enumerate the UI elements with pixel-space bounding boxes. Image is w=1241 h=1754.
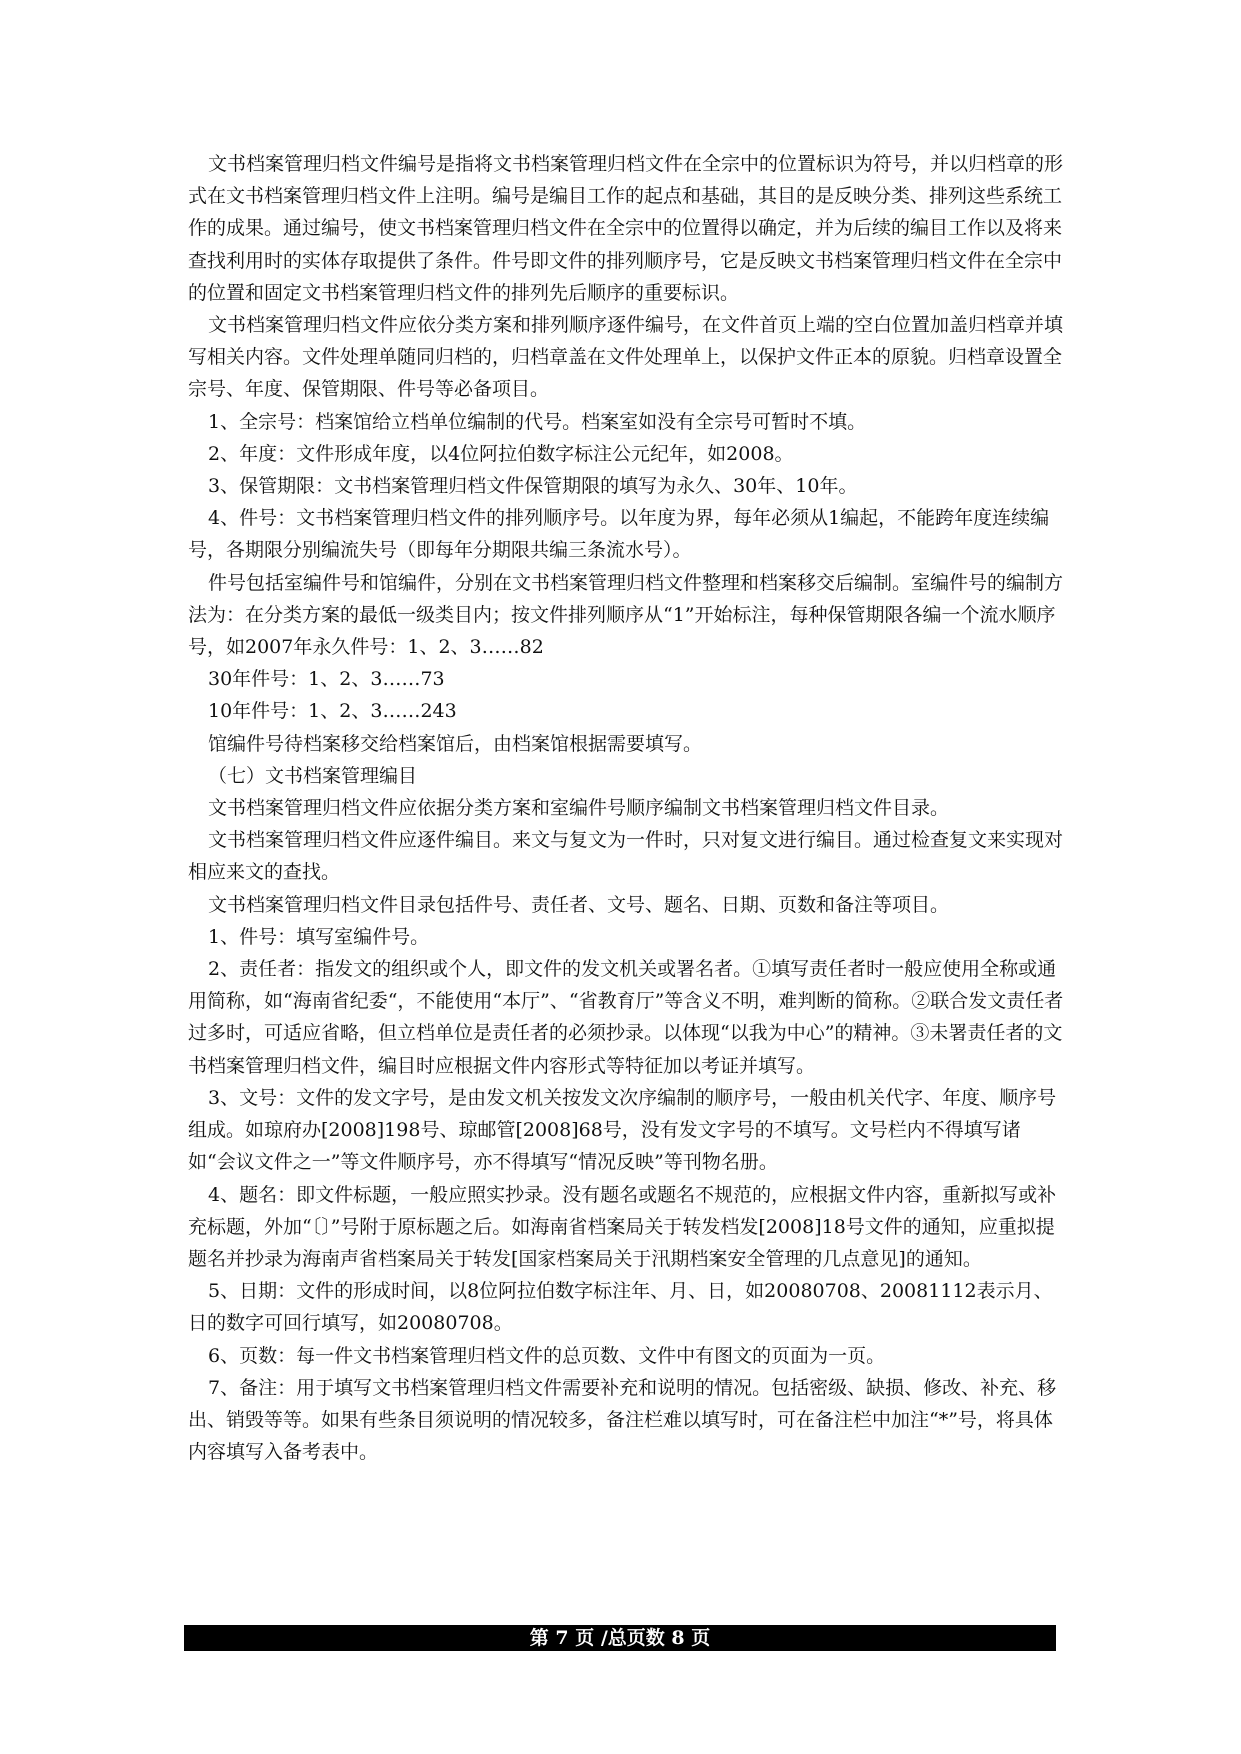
paragraph: 4、件号：文书档案管理归档文件的排列顺序号。以年度为界，每年必须从1编起，不能跨年度连续编号，各期限分别编流失号（即每年分期限共编三条流水号）。: [188, 507, 1050, 562]
paragraph: 文书档案管理归档文件应依据分类方案和室编件号顺序编制文书档案管理归档文件目录。: [208, 797, 950, 820]
paragraph: 3、保管期限：文书档案管理归档文件保管期限的填写为永久、30年、10年。: [208, 475, 858, 498]
paragraph: 文书档案管理归档文件编号是指将文书档案管理归档文件在全宗中的位置标识为符号，并以归档章的形式在文书档案管理归档文件上注明。编号是编目工作的起点和基础，其目的是反映分类、排列这些系统工作的成果。通过编号，使文书档案管理归档文件在全宗中的位置得以确定，并为后续的编目工作以及将来查找利用时的实体存取提供了条件。件号即文件的排列顺序号，它是反映文书档案管理归档文件在全宗中的位置和固定文书档案管理归档文件的排列先后顺序的重要标识。: [188, 153, 1064, 304]
paragraph: 1、件号：填写室编件号。: [208, 925, 430, 948]
paragraph: 30年件号：1、2、3……73: [208, 668, 445, 691]
document-body: [188, 148, 1068, 1468]
page-number-label: 第 7 页 /总页数 8 页: [529, 1627, 711, 1649]
paragraph: 1、全宗号：档案馆给立档单位编制的代号。档案室如没有全宗号可暂时不填。: [208, 410, 867, 433]
paragraph: 4、题名：即文件标题，一般应照实抄录。没有题名或题名不规范的，应根据文件内容，重新拟写或补充标题，外加“〔〕”号附于原标题之后。如海南省档案局关于转发档发[2008]18号文件的通知，应重拟提题名并抄录为海南声省档案局关于转发[国家档案局关于汛期档案安全管理的几点意见]的通知。: [188, 1183, 1057, 1270]
paragraph: 6、页数：每一件文书档案管理归档文件的总页数、文件中有图文的页面为一页。: [208, 1344, 886, 1367]
paragraph: 5、日期：文件的形成时间，以8位阿拉伯数字标注年、月、日，如20080708、20081112表示月、日的数字可回行填写，如20080708。: [188, 1280, 1053, 1335]
paragraph: 10年件号：1、2、3……243: [208, 700, 457, 723]
paragraph: 文书档案管理归档文件应逐件编目。来文与复文为一件时，只对复文进行编目。通过检查复文来实现对相应来文的查找。: [188, 829, 1064, 884]
section-heading: （七）文书档案管理编目: [208, 764, 418, 787]
paragraph: 3、文号：文件的发文字号，是由发文机关按发文次序编制的顺序号，一般由机关代字、年度、顺序号组成。如琼府办[2008]198号、琼邮管[2008]68号，没有发文字号的不填写。文号栏内不得填写诸如“会议文件之一”等文件顺序号，亦不得填写“情况反映”等刊物名册。: [188, 1086, 1057, 1174]
paragraph: 文书档案管理归档文件应依分类方案和排列顺序逐件编号，在文件首页上端的空白位置加盖归档章并填写相关内容。文件处理单随同归档的，归档章盖在文件处理单上，以保护文件正本的原貌。归档章设置全宗号、年度、保管期限、件号等必备项目。: [188, 314, 1064, 401]
paragraph: 文书档案管理归档文件目录包括件号、责任者、文号、题名、日期、页数和备注等项目。: [208, 893, 950, 916]
page-footer: [184, 1625, 1056, 1651]
paragraph: 件号包括室编件号和馆编件，分别在文书档案管理归档文件整理和档案移交后编制。室编件号的编制方法为：在分类方案的最低一级类目内；按文件排列顺序从“1”开始标注，每种保管期限各编一个流水顺序号，如2007年永久件号：1、2、3……82: [188, 571, 1064, 659]
paragraph: 馆编件号待档案移交给档案馆后，由档案馆根据需要填写。: [208, 732, 703, 755]
paragraph: 7、备注：用于填写文书档案管理归档文件需要补充和说明的情况。包括密级、缺损、修改、补充、移出、销毁等等。如果有些条目须说明的情况较多，备注栏难以填写时，可在备注栏中加注“*”号，将具体内容填写入备考表中。: [188, 1376, 1057, 1464]
paragraph: 2、责任者：指发文的组织或个人，即文件的发文机关或署名者。①填写责任者时一般应使用全称或通用简称，如“海南省纪委“，不能使用“本厅”、“省教育厅”等含义不明，难判断的简称。②联合发文责任者过多时，可适应省略，但立档单位是责任者的必须抄录。以体现“以我为中心”的精神。③未署责任者的文书档案管理归档文件，编目时应根据文件内容形式等特征加以考证并填写。: [188, 958, 1064, 1077]
paragraph: 2、年度：文件形成年度，以4位阿拉伯数字标注公元纪年，如2008。: [208, 442, 794, 465]
